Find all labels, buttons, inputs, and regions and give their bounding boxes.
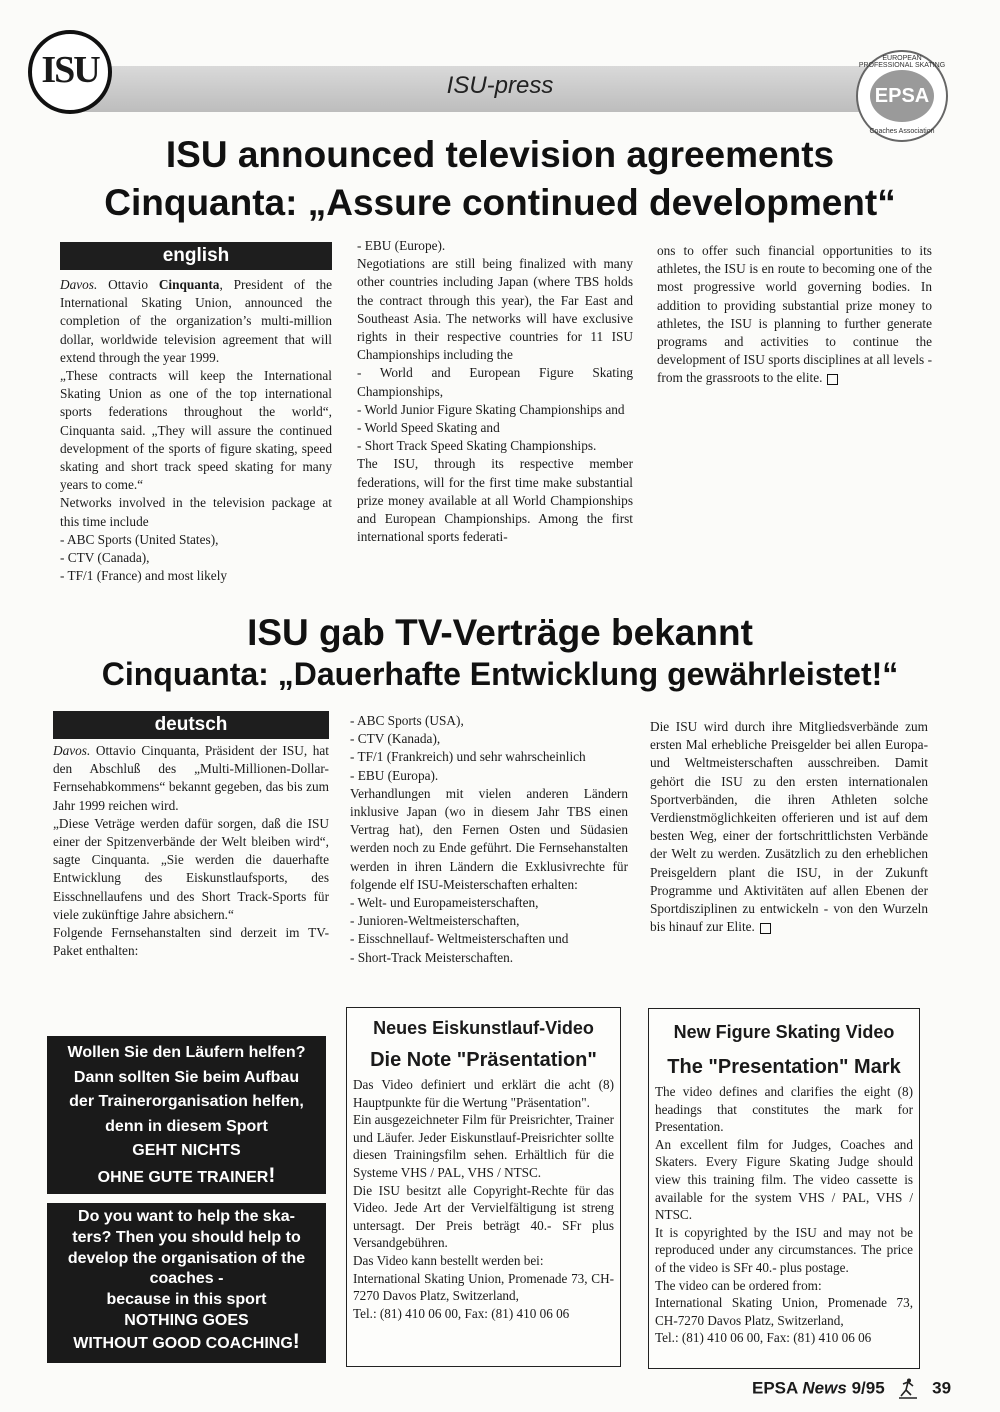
paragraph: ons to offer such financial opportunities to its athletes, the ISU is en route to becoming one of the most progressive world governing bodies. In addition to providing substantial prize money to athletes, the ISU is planning to further generate programs and activities to continue the development of ISU sports disciplines at all levels - from the grassroots to the elite.	[657, 243, 932, 386]
video-subtitle: Die Note "Präsentation"	[370, 1049, 597, 1071]
list-item: - World Junior Figure Skating Championships and	[357, 401, 625, 417]
list-item: - TF/1 (France) and most likely	[60, 568, 228, 584]
magazine-news: News	[802, 1378, 847, 1398]
list-item: - EBU (Europa).	[350, 767, 439, 783]
paragraph: Networks involved in the television package at this time include	[60, 495, 332, 529]
article-en-column-2	[357, 237, 633, 546]
article-de-column-3	[650, 718, 928, 936]
headline-en-line1: ISU announced television agreements	[165, 134, 835, 175]
headline-de-line1: ISU gab TV-Verträge bekannt	[247, 612, 753, 653]
epsa-ring-text-bottom: Coaches Association	[869, 128, 935, 135]
list-item: - World Speed Skating and	[357, 420, 500, 436]
paragraph: „Diese Veträge werden dafür sorgen, daß die ISU einer der Spitzenverbände der Welt bleiben wird“, sagte Cinquanta. „Sie werden die dauerhafte Entwicklung des Eiskunstlaufsports, des Eisschnellaufens und des Short Track-Sports für viele zukünftige Jahre absichern.“	[53, 815, 329, 922]
paragraph: „These contracts will keep the International Skating Union as one of the top international sports federations throughout the world“, Cinquanta said. „They will assure the continued development of the sports of figure skating, speed skating and short track speed skating for many years to come.“	[60, 368, 332, 493]
list-item: - CTV (Canada),	[60, 550, 150, 566]
paragraph: Die ISU wird durch ihre Mitgliedsverbände zum ersten Mal erhebliche Preisgelder bei allen Europa- und Weltmeisterschaften ausschreiben. Damit gehört die ISU zu den ersten internationalen Sportverbänden, die ihren Athleten solche Verdienstmöglichkeiten offerieren und ist auf dem besten Weg, einer der fortschrittlichsten Verbände der Welt zu werden. Zusätzlich zu den erheblichen Preisgeldern plant die ISU, in der Zukunft Programme und Aktivitäten auf allen Ebenen der Sportdisziplinen zu entwickeln - von den Wurzeln bis hinauf zur Elite.	[650, 719, 928, 935]
article-de-column-1: Davos. Ottavio Cinquanta, Präsident der ISU, hat den Abschluß des „Multi-Millionen-Dollar-Fernsehabkommens“ bekannt gegeben, das bis zum Jahr 1999 reichen wird. „Diese Veträge werden dafür sorgen, daß die ISU einer der Spitzenverbände der Welt bleiben wird“, sagte Cinquanta. „Sie werden die dauerhafte Entwicklung des Eiskunstlaufsports, des Eisschnellaufens und des Short Track-Sports für viele zukünftige Jahre absichern.“ Folgende Fernsehanstalten sind derzeit im TV-Paket enthalten:	[53, 742, 329, 960]
video-title: New Figure Skating Video	[673, 1022, 895, 1042]
section-title: ISU-press	[446, 72, 554, 99]
language-label-english: english	[60, 242, 332, 270]
isu-logo	[28, 30, 112, 114]
page-number: 39	[932, 1378, 952, 1398]
paragraph: Negotiations are still being finalized with many other countries including Japan (where TBS holds the contract through this year), the Far East and Southeast Asia. The networks will have exclusive rights in their respective countries for 11 ISU Championships including the	[357, 256, 633, 363]
person-name: Cinquanta	[158, 277, 220, 292]
list-item: - EBU (Europe).	[357, 238, 446, 253]
video-title: Neues Eiskunstlauf-Video	[373, 1018, 594, 1038]
end-mark-icon	[760, 923, 771, 934]
end-mark-icon	[827, 374, 838, 385]
epsa-logo	[856, 50, 948, 142]
list-item: - Short-Track Meisterschaften.	[350, 949, 514, 965]
article-de-column-2	[350, 712, 628, 967]
video-box-german	[346, 1007, 621, 1367]
list-item: - ABC Sports (USA),	[350, 713, 464, 728]
language-label-deutsch: deutsch	[53, 711, 329, 739]
isu-logo-text: ISU	[41, 49, 99, 91]
video-subtitle: The "Presentation" Mark	[667, 1056, 901, 1078]
epsa-logo-text: EPSA	[870, 70, 934, 122]
list-item: - Junioren-Weltmeisterschaften,	[350, 913, 520, 929]
epsa-ring-text-top: EUROPEAN PROFESSIONAL SKATING	[858, 55, 946, 69]
article-en-column-1: Davos. Ottavio Cinquanta, President of the International Skating Union, announced the completion of the organization’s multi-million dollar, worldwide television agreement that will extend through the year 1999. „These contracts will keep the International Skating Union as one of the top international sports federations throughout the world“, Cinquanta said. „They will assure the continued development of the sports of figure skating, speed skating and short track speed skating for many years to come.“ Networks involved in the television package at this time include - ABC Sports (United States), - CTV (Canada), - TF/1 (France) and most likely	[60, 276, 332, 585]
appeal-box-german: Wollen Sie den Läufern helfen? Dann sollten Sie beim Aufbau der Trainerorganisation helfen, denn in diesem Sport GEHT NICHTS OHNE GUTE TRAINER!	[47, 1036, 326, 1194]
list-item: - TF/1 (Frankreich) und sehr wahrscheinlich	[350, 749, 586, 765]
list-item: - Short Track Speed Skating Championships.	[357, 438, 597, 454]
paragraph: Folgende Fernsehanstalten sind derzeit im TV-Paket enthalten:	[53, 925, 329, 959]
dateline: Davos.	[60, 277, 98, 292]
magazine-name: EPSA	[752, 1378, 798, 1398]
list-item: - CTV (Kanada),	[350, 731, 441, 747]
headline-de-line2: Cinquanta: „Dauerhafte Entwicklung gewährleistet!“	[101, 656, 899, 692]
video-box-english	[648, 1008, 920, 1369]
appeal-box-english: Do you want to help the ska- ters? Then you should help to develop the organisation of the coaches - because in this sport NOTHING GOES WITHOUT GOOD COACHING!	[47, 1203, 326, 1363]
page-footer	[752, 1378, 951, 1400]
list-item: - Eisschnellauf- Weltmeisterschaften und	[350, 931, 569, 947]
issue-number: 9/95	[851, 1378, 885, 1398]
headline-en-line2: Cinquanta: „Assure continued development“	[104, 182, 896, 223]
video-body: Das Video definiert und erklärt die acht (8) Hauptpunkte für die Wertung "Präsentation". Ein ausgezeichneter Film für Preisrichter, Trainer und Läufer. Jeder Eiskunstlauf-Preisrichter sollte diesen Trainingsfilm sehen. Erhältlich für die Systeme VHS / PAL, VHS / NTSC. Die ISU besitzt alle Copyright-Rechte für das Video. Jede Art der Vervielfältigung ist streng untersagt. Der Preis beträgt 40.- SFr plus Versandgebühren. Das Video kann bestellt werden bei: International Skating Union, Promenade 73, CH-7270 Davos Platz, Switzerland, Tel.: (81) 410 06 00, Fax: (81) 410 06 06	[353, 1077, 614, 1321]
video-body: The video defines and clarifies the eight (8) headings that constitutes the mark for Presentation. An excellent film for Judges, Coaches and Skaters. Every Figure Skating Judge should view this training film. The video cassette is available for the system VHS / PAL, VHS / NTSC. It is copyrighted by the ISU and may not be reproduced under any circumstances. The price of the video is SFr 40.- plus postage. The video can be ordered from: International Skating Union, Promenade 73, CH-7270 Davos Platz, Switzerland, Tel.: (81) 410 06 00, Fax: (81) 410 06 06	[655, 1084, 913, 1346]
dateline: Davos.	[53, 743, 91, 758]
article-en-column-3	[657, 242, 932, 388]
list-item: - ABC Sports (United States),	[60, 531, 219, 547]
skater-icon	[895, 1378, 921, 1400]
paragraph: The ISU, through its respective member federations, will for the first time make substantial prize money available at all World Championships and European Championships. Among the first international sports federati-	[357, 456, 633, 545]
paragraph: Verhandlungen mit vielen anderen Ländern inklusive Japan (wo in diesem Jahr TBS einen Vertrag hat), den Fernen Osten und Südasien werden noch zu Ende geführt. Die Fernsehanstalten werden in ihren Ländern die Exklusivrechte für folgende elf ISU-Meisterschaften erhalten:	[350, 785, 628, 892]
list-item: - Welt- und Europameisterschaften,	[350, 895, 539, 911]
list-item: - World and European Figure Skating Championships,	[357, 365, 633, 399]
